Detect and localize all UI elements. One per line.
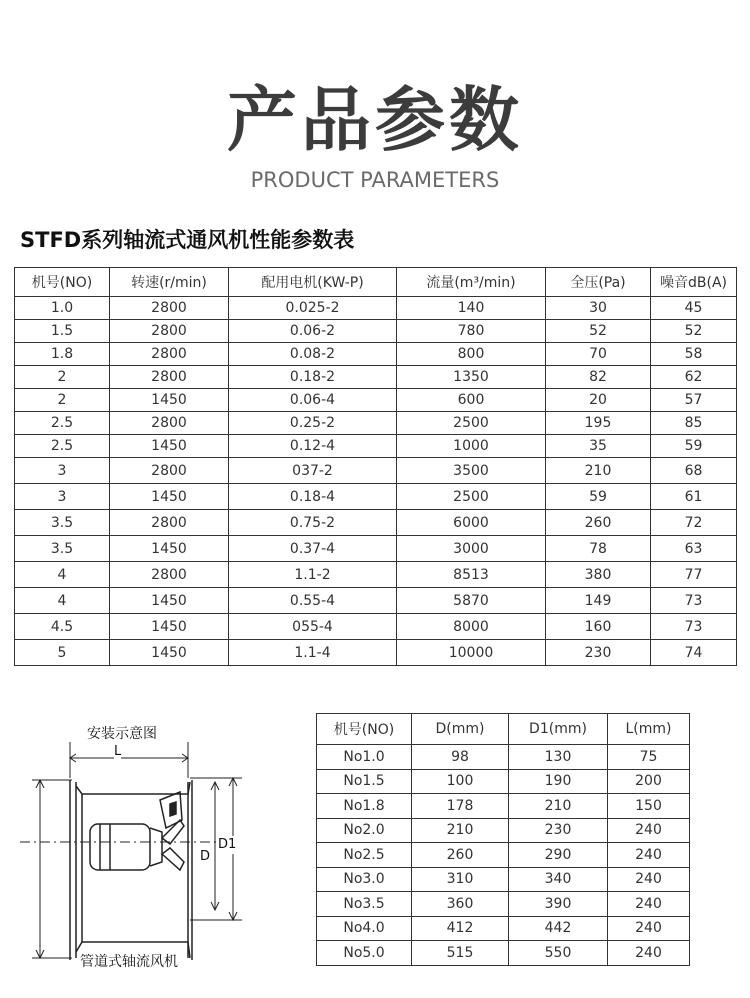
- table-row: [317, 769, 690, 794]
- table-cell: 3000: [397, 536, 546, 562]
- table-cell: 52: [651, 320, 737, 343]
- table-cell: 600: [397, 389, 546, 412]
- table-cell: 0.25-2: [229, 412, 397, 435]
- table-cell: 2800: [110, 562, 229, 588]
- table-cell: 8513: [397, 562, 546, 588]
- table-cell: 0.55-4: [229, 588, 397, 614]
- table-row: [317, 941, 690, 966]
- table-cell: 1450: [110, 484, 229, 510]
- table-row: [15, 320, 737, 343]
- table-cell: 2500: [397, 412, 546, 435]
- table-cell: 3: [15, 484, 110, 510]
- table-cell: 82: [546, 366, 651, 389]
- table-cell: 360: [412, 892, 509, 917]
- table-cell: 1350: [397, 366, 546, 389]
- table-cell: 240: [608, 867, 690, 892]
- table-cell: 0.025-2: [229, 297, 397, 320]
- table-header-row: [15, 268, 737, 297]
- table-cell: 85: [651, 412, 737, 435]
- table-cell: 3: [15, 458, 110, 484]
- table-cell: 58: [651, 343, 737, 366]
- header-cell: 机号(NO): [15, 268, 110, 297]
- table-cell: 30: [546, 297, 651, 320]
- table-cell: 4: [15, 588, 110, 614]
- table-row: [15, 366, 737, 389]
- table-row: [15, 343, 737, 366]
- table-cell: 2500: [397, 484, 546, 510]
- table-cell: 210: [546, 458, 651, 484]
- table-cell: 98: [412, 745, 509, 770]
- table-cell: 055-4: [229, 614, 397, 640]
- table-cell: 6000: [397, 510, 546, 536]
- table-cell: 59: [546, 484, 651, 510]
- table-cell: 3.5: [15, 510, 110, 536]
- table-cell: 800: [397, 343, 546, 366]
- table-cell: 5870: [397, 588, 546, 614]
- table-cell: 0.37-4: [229, 536, 397, 562]
- header-cell: 转速(r/min): [110, 268, 229, 297]
- table-row: [15, 640, 737, 666]
- table-cell: No4.0: [317, 916, 412, 941]
- table-cell: 20: [546, 389, 651, 412]
- table-row: [15, 614, 737, 640]
- table-header-row: [317, 714, 690, 745]
- header-cell: D1(mm): [509, 714, 608, 745]
- table-cell: 2800: [110, 412, 229, 435]
- table-cell: 1.1-4: [229, 640, 397, 666]
- table-row: [15, 435, 737, 458]
- table-row: [317, 843, 690, 868]
- table-row: [15, 562, 737, 588]
- table-cell: 1450: [110, 614, 229, 640]
- table-row: [317, 916, 690, 941]
- table-cell: No1.5: [317, 769, 412, 794]
- table-cell: 340: [509, 867, 608, 892]
- table-cell: No3.5: [317, 892, 412, 917]
- header-cell: 噪音dB(A): [651, 268, 737, 297]
- table-cell: 72: [651, 510, 737, 536]
- table-cell: No1.8: [317, 794, 412, 819]
- diagram-title: 安装示意图: [87, 726, 157, 742]
- table-cell: 10000: [397, 640, 546, 666]
- table-cell: 73: [651, 614, 737, 640]
- table-cell: No2.5: [317, 843, 412, 868]
- table-cell: 130: [509, 745, 608, 770]
- table-cell: 52: [546, 320, 651, 343]
- table-row: [15, 297, 737, 320]
- table-cell: 390: [509, 892, 608, 917]
- table-cell: 35: [546, 435, 651, 458]
- table-cell: 2.5: [15, 412, 110, 435]
- table-cell: 290: [509, 843, 608, 868]
- dimension-table: [316, 713, 690, 966]
- table-cell: 45: [651, 297, 737, 320]
- dimension-label-l: L: [114, 744, 122, 759]
- table-row: [317, 745, 690, 770]
- page-subtitle: PRODUCT PARAMETERS: [250, 168, 500, 192]
- header-cell: 流量(m³/min): [397, 268, 546, 297]
- table-cell: No3.0: [317, 867, 412, 892]
- table-cell: 780: [397, 320, 546, 343]
- table-cell: 1.5: [15, 320, 110, 343]
- table-cell: 3.5: [15, 536, 110, 562]
- table-cell: 140: [397, 297, 546, 320]
- diagram-caption: 管道式轴流风机: [80, 954, 178, 970]
- table-cell: 0.75-2: [229, 510, 397, 536]
- table-caption: STFD系列轴流式通风机性能参数表: [20, 228, 355, 252]
- table-cell: 200: [608, 769, 690, 794]
- table-cell: 2: [15, 366, 110, 389]
- table-cell: 1450: [110, 435, 229, 458]
- table-cell: 78: [546, 536, 651, 562]
- table-cell: 210: [412, 818, 509, 843]
- table-cell: 037-2: [229, 458, 397, 484]
- performance-table: [14, 267, 737, 666]
- table-cell: 210: [509, 794, 608, 819]
- header-cell: 全压(Pa): [546, 268, 651, 297]
- table-cell: 380: [546, 562, 651, 588]
- table-cell: 442: [509, 916, 608, 941]
- table-cell: 4: [15, 562, 110, 588]
- table-cell: 1450: [110, 536, 229, 562]
- table-row: [15, 389, 737, 412]
- dimension-label-d1: D1: [218, 837, 237, 852]
- table-cell: 0.18-4: [229, 484, 397, 510]
- table-row: [317, 794, 690, 819]
- table-cell: 100: [412, 769, 509, 794]
- table-cell: 2800: [110, 343, 229, 366]
- table-cell: 2800: [110, 320, 229, 343]
- page-title: 产品参数: [227, 79, 523, 161]
- table-cell: 310: [412, 867, 509, 892]
- table-cell: 230: [546, 640, 651, 666]
- table-cell: 68: [651, 458, 737, 484]
- table-cell: 5: [15, 640, 110, 666]
- table-cell: 4.5: [15, 614, 110, 640]
- table-cell: 150: [608, 794, 690, 819]
- header-cell: 配用电机(KW-P): [229, 268, 397, 297]
- table-cell: 1000: [397, 435, 546, 458]
- table-row: [15, 536, 737, 562]
- table-cell: 240: [608, 941, 690, 966]
- table-cell: 195: [546, 412, 651, 435]
- table-cell: 160: [546, 614, 651, 640]
- table-cell: No5.0: [317, 941, 412, 966]
- table-row: [317, 818, 690, 843]
- table-cell: 1450: [110, 389, 229, 412]
- table-cell: No2.0: [317, 818, 412, 843]
- table-cell: 515: [412, 941, 509, 966]
- dimension-label-d: D: [200, 849, 211, 864]
- table-cell: 2800: [110, 458, 229, 484]
- table-row: [317, 867, 690, 892]
- table-cell: 63: [651, 536, 737, 562]
- table-row: [317, 892, 690, 917]
- table-row: [15, 510, 737, 536]
- table-cell: 1.8: [15, 343, 110, 366]
- table-cell: 0.18-2: [229, 366, 397, 389]
- header-cell: 机号(NO): [317, 714, 412, 745]
- table-cell: 8000: [397, 614, 546, 640]
- table-cell: 74: [651, 640, 737, 666]
- table-cell: 77: [651, 562, 737, 588]
- table-cell: 2800: [110, 366, 229, 389]
- table-cell: 2.5: [15, 435, 110, 458]
- table-cell: 230: [509, 818, 608, 843]
- table-cell: 62: [651, 366, 737, 389]
- table-cell: No1.0: [317, 745, 412, 770]
- header-cell: D(mm): [412, 714, 509, 745]
- table-cell: 1.0: [15, 297, 110, 320]
- table-cell: 70: [546, 343, 651, 366]
- installation-diagram: [20, 720, 260, 975]
- table-cell: 240: [608, 916, 690, 941]
- table-cell: 0.06-4: [229, 389, 397, 412]
- table-cell: 1450: [110, 588, 229, 614]
- table-cell: 190: [509, 769, 608, 794]
- table-cell: 260: [546, 510, 651, 536]
- table-cell: 550: [509, 941, 608, 966]
- table-row: [15, 588, 737, 614]
- table-cell: 1.1-2: [229, 562, 397, 588]
- table-cell: 0.08-2: [229, 343, 397, 366]
- table-cell: 73: [651, 588, 737, 614]
- table-cell: 0.06-2: [229, 320, 397, 343]
- table-cell: 61: [651, 484, 737, 510]
- table-cell: 2: [15, 389, 110, 412]
- table-row: [15, 412, 737, 435]
- table-cell: 260: [412, 843, 509, 868]
- table-cell: 412: [412, 916, 509, 941]
- table-cell: 149: [546, 588, 651, 614]
- table-cell: 59: [651, 435, 737, 458]
- table-row: [15, 458, 737, 484]
- table-cell: 2800: [110, 297, 229, 320]
- table-cell: 2800: [110, 510, 229, 536]
- table-cell: 1450: [110, 640, 229, 666]
- table-cell: 0.12-4: [229, 435, 397, 458]
- table-cell: 240: [608, 818, 690, 843]
- table-row: [15, 484, 737, 510]
- table-cell: 75: [608, 745, 690, 770]
- table-cell: 178: [412, 794, 509, 819]
- table-cell: 3500: [397, 458, 546, 484]
- table-cell: 57: [651, 389, 737, 412]
- table-cell: 240: [608, 843, 690, 868]
- header-cell: L(mm): [608, 714, 690, 745]
- table-cell: 240: [608, 892, 690, 917]
